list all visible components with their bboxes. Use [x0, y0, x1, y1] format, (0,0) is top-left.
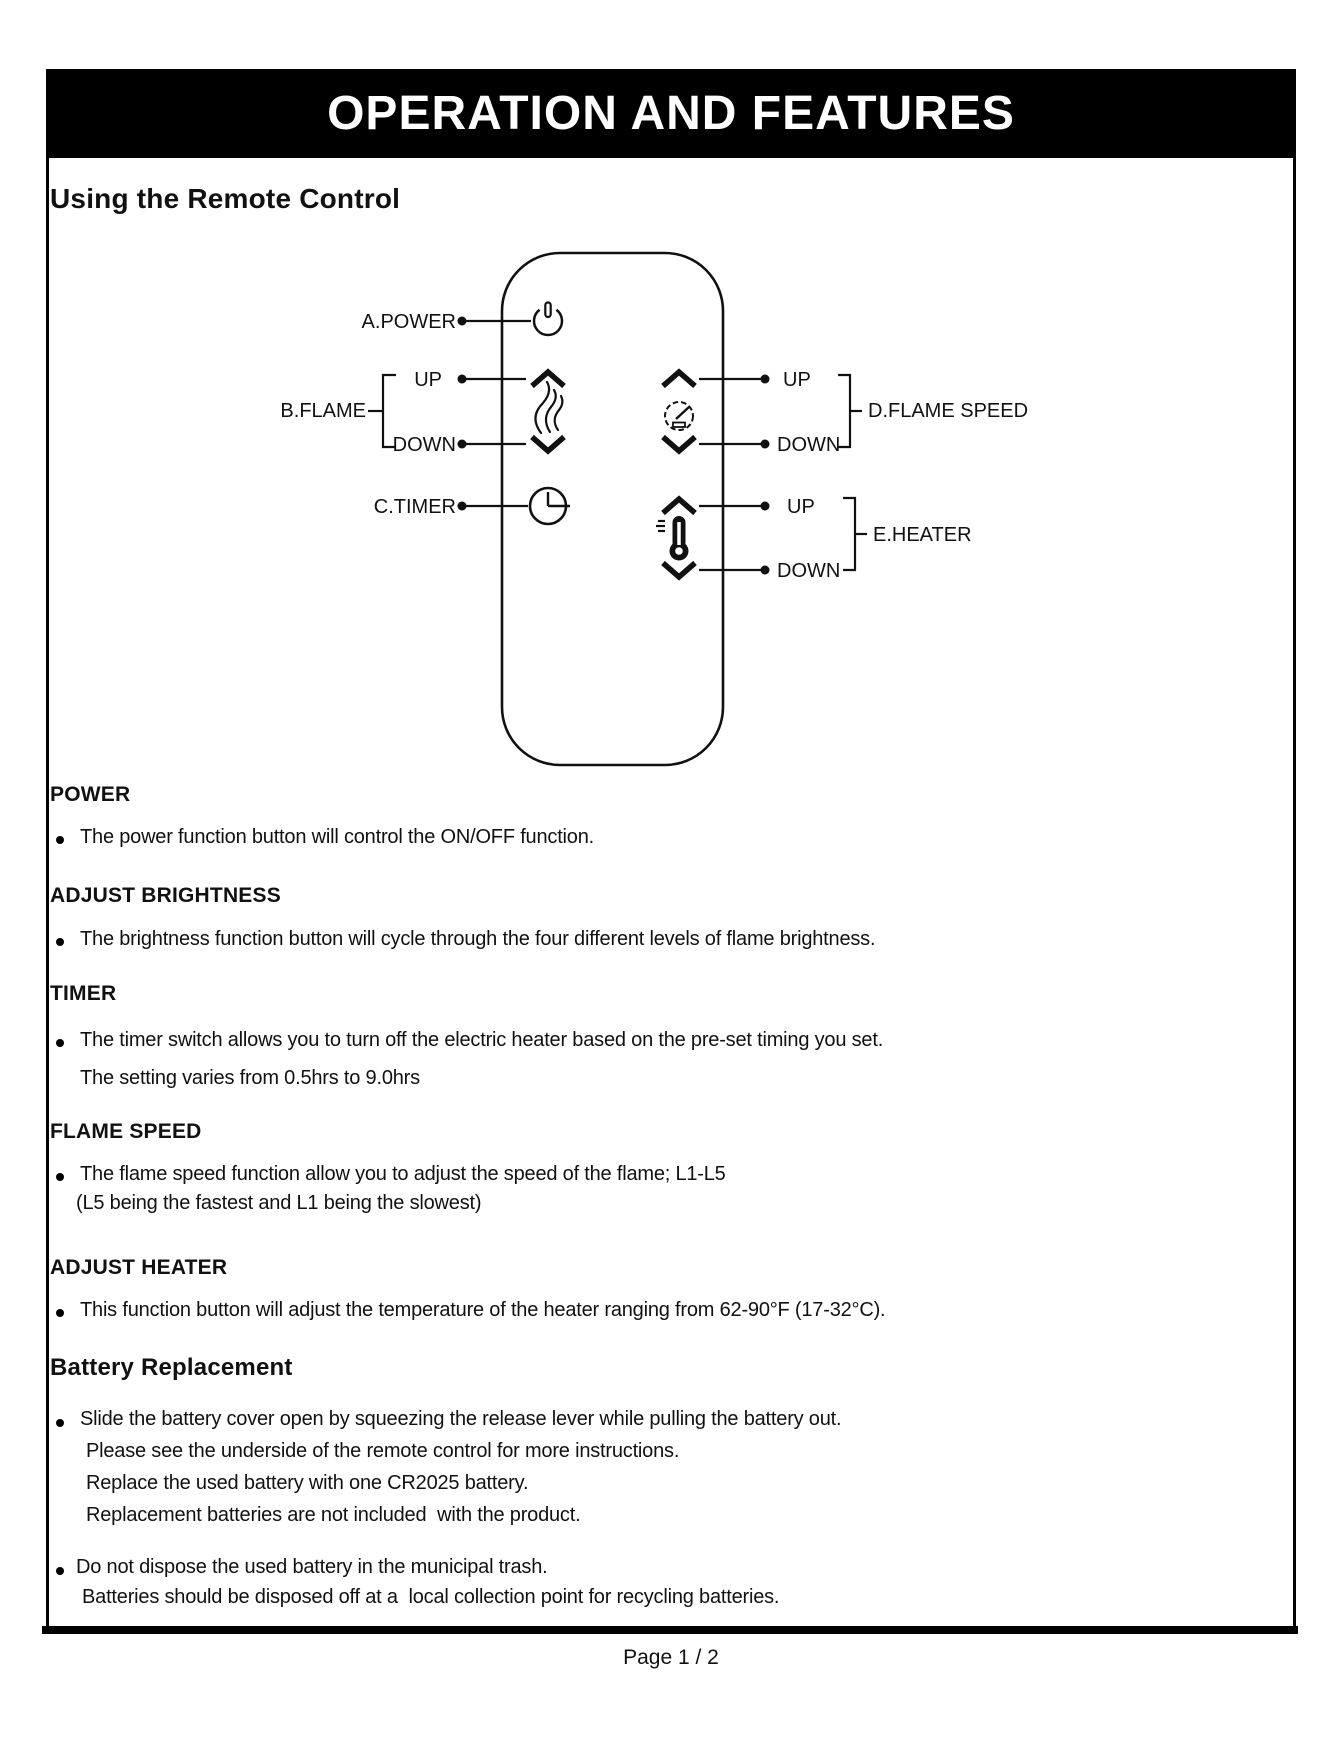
speed-down-label: DOWN [777, 434, 841, 456]
power-icon [534, 303, 562, 336]
bullet-dot [56, 1039, 64, 1047]
flame-speed-callout-label: D.FLAME SPEED [868, 400, 1029, 422]
heater-down-chevron-icon [663, 563, 695, 577]
heater-up-chevron-icon [663, 499, 695, 513]
timer-callout-label: C.TIMER [373, 496, 456, 518]
power-callout-label: A.POWER [361, 311, 456, 333]
battery-bullet1-line3: Replace the used battery with one CR2025 battery. [86, 1472, 529, 1494]
battery-bullet1-line4: Replacement batteries are not included with the product. [86, 1504, 581, 1526]
heater-down-label: DOWN [777, 560, 841, 582]
heading-adjust-brightness: ADJUST BRIGHTNESS [50, 884, 281, 907]
section-title: Using the Remote Control [50, 183, 401, 214]
flame-up-label: UP [414, 369, 442, 391]
timer-clock-icon [530, 488, 570, 524]
heater-up-dot [761, 502, 770, 511]
power-callout-dot [458, 317, 467, 326]
page-banner [46, 69, 1296, 158]
remote-control-diagram [46, 210, 1300, 770]
bullet-dot [56, 836, 64, 844]
speed-down-dot [761, 440, 770, 449]
adjust-heater-bullet-text: This function button will adjust the temperature of the heater ranging from 62-90°F (17-32°C). [80, 1299, 886, 1321]
flame-down-dot [458, 440, 467, 449]
battery-bullet1-line2: Please see the underside of the remote control for more instructions. [86, 1440, 680, 1462]
heading-adjust-heater: ADJUST HEATER [50, 1256, 228, 1279]
page-indicator: Page 1 / 2 [623, 1646, 719, 1669]
battery-bullet2-line1: Do not dispose the used battery in the municipal trash. [76, 1556, 548, 1578]
heater-up-label: UP [787, 496, 815, 518]
battery-bullet2-line2: Batteries should be disposed off at a local collection point for recycling batteries. [82, 1586, 780, 1608]
heading-power: POWER [50, 783, 131, 806]
flame-speed-bullet-text: The flame speed function allow you to adjust the speed of the flame; L1-L5 [80, 1163, 726, 1185]
speedometer-icon [665, 402, 693, 430]
bullet-dot [56, 1173, 64, 1181]
power-bullet-text: The power function button will control the ON/OFF function. [80, 826, 595, 848]
bullet-dot [56, 1567, 64, 1575]
heading-flame-speed: FLAME SPEED [50, 1120, 202, 1143]
flame-down-chevron-icon [532, 437, 564, 451]
brightness-bullet-text: The brightness function button will cycle through the four different levels of flame brightness. [80, 928, 876, 950]
flame-speed-bullet-text-line2: (L5 being the fastest and L1 being the slowest) [76, 1192, 482, 1214]
flame-down-label: DOWN [392, 434, 456, 456]
heater-bracket [843, 498, 855, 570]
flame-icon [535, 382, 562, 433]
bullet-dot [56, 1309, 64, 1317]
speed-down-chevron-icon [663, 437, 695, 451]
speed-up-dot [761, 375, 770, 384]
timer-bullet-text-line2: The setting varies from 0.5hrs to 9.0hrs [80, 1067, 420, 1089]
speed-up-chevron-icon [663, 372, 695, 386]
flame-callout-label: B.FLAME [280, 400, 366, 422]
flame-up-dot [458, 375, 467, 384]
battery-bullet1-line1: Slide the battery cover open by squeezing the release lever while pulling the battery out. [80, 1408, 842, 1430]
frame-bottom-border [42, 1626, 1298, 1634]
thermometer-icon [656, 516, 689, 561]
timer-callout-dot [458, 502, 467, 511]
heading-battery-replacement: Battery Replacement [50, 1354, 293, 1381]
bullet-dot [56, 1419, 64, 1427]
timer-bullet-text: The timer switch allows you to turn off the electric heater based on the pre-set timing you set. [80, 1029, 884, 1051]
heading-timer: TIMER [50, 982, 117, 1005]
bullet-dot [56, 938, 64, 946]
heater-callout-label: E.HEATER [873, 524, 972, 546]
banner-title: OPERATION AND FEATURES [327, 87, 1015, 140]
speed-up-label: UP [783, 369, 811, 391]
heater-down-dot [761, 566, 770, 575]
